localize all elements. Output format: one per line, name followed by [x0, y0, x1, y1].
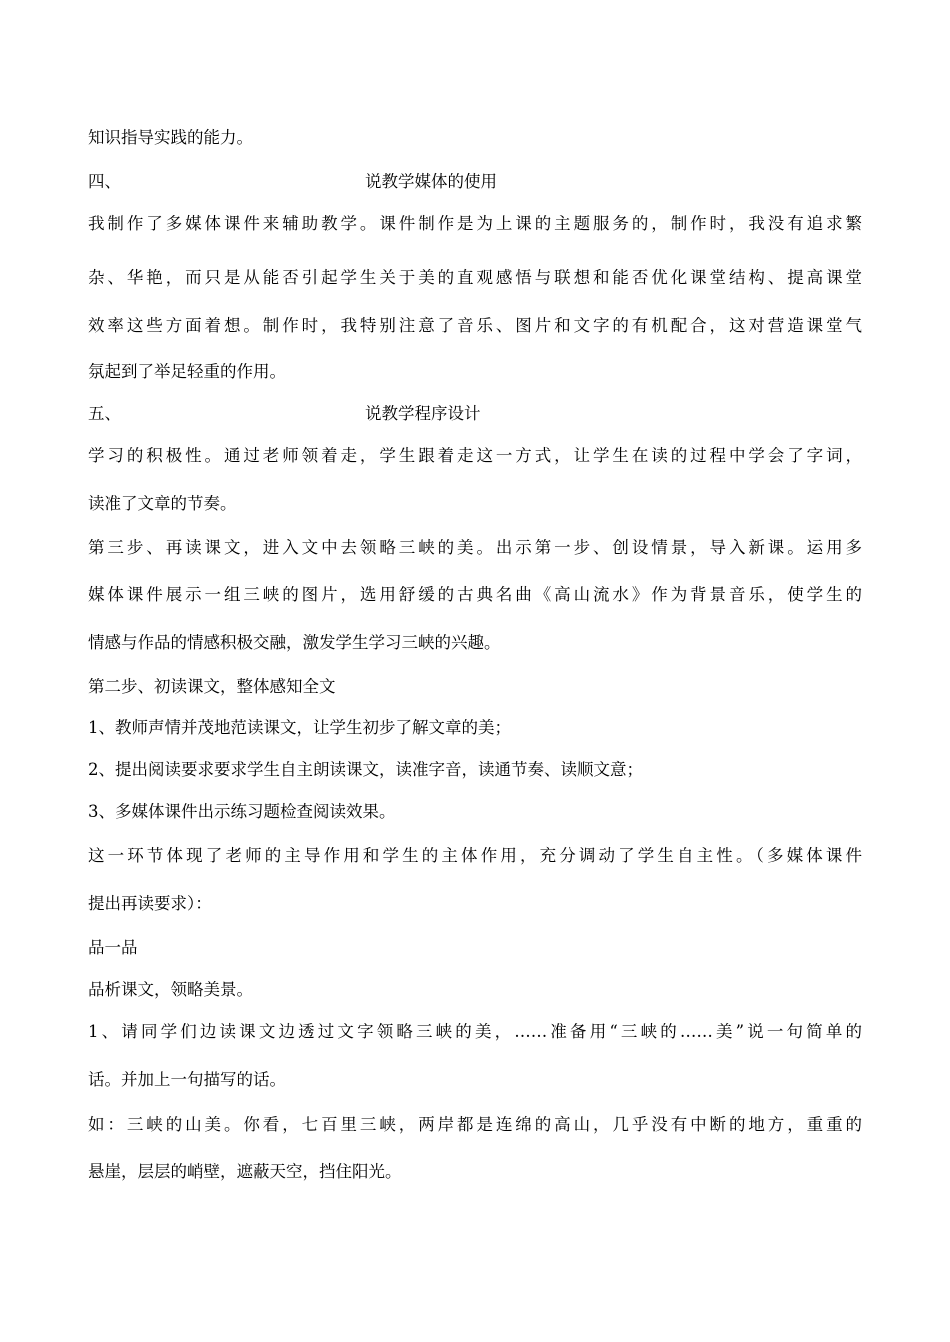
paragraph-line: 这一环节体现了老师的主导作用和学生的主体作用，充分调动了学生自主性。（多媒体课件 — [88, 846, 862, 865]
paragraph-line: 氛起到了举足轻重的作用。 — [88, 362, 286, 381]
section-5-title: 说教学程序设计 — [365, 404, 481, 423]
paragraph-line: 第二步、初读课文，整体感知全文 — [88, 677, 336, 696]
section-5-number: 五、 — [88, 404, 121, 423]
list-item: 2、提出阅读要求要求学生自主朗读课文，读准字音，读通节奏、读顺文意； — [88, 760, 643, 779]
paragraph-line: 学习的积极性。通过老师领着走，学生跟着走这一方式，让学生在读的过程中学会了字词， — [88, 446, 862, 465]
paragraph-line: 如：三峡的山美。你看，七百里三峡，两岸都是连绵的高山，几乎没有中断的地方，重重的 — [88, 1115, 862, 1134]
list-item: 3、多媒体课件出示练习题检查阅读效果。 — [88, 802, 396, 821]
paragraph-line: 我制作了多媒体课件来辅助教学。课件制作是为上课的主题服务的，制作时，我没有追求繁 — [88, 214, 862, 233]
paragraph-line: 悬崖，层层的峭壁，遮蔽天空，挡住阳光。 — [88, 1162, 402, 1181]
paragraph-line: 话。并加上一句描写的话。 — [88, 1070, 286, 1089]
section-4-title: 说教学媒体的使用 — [365, 172, 497, 191]
paragraph-line: 杂、华艳，而只是从能否引起学生关于美的直观感悟与联想和能否优化课堂结构、提高课堂 — [88, 268, 862, 287]
paragraph-line: 第三步、再读课文，进入文中去领略三峡的美。出示第一步、创设情景，导入新课。运用多 — [88, 538, 862, 557]
paragraph-line: 品析课文，领略美景。 — [88, 980, 253, 999]
paragraph-line: 提出再读要求）： — [88, 894, 212, 913]
paragraph-line: 读准了文章的节奏。 — [88, 494, 237, 513]
paragraph-line: 品一品 — [88, 938, 138, 957]
paragraph-line: 情感与作品的情感积极交融，激发学生学习三峡的兴趣。 — [88, 633, 501, 652]
paragraph-line: 知识指导实践的能力。 — [88, 128, 253, 147]
list-item: 1、教师声情并茂地范读课文，让学生初步了解文章的美； — [88, 718, 511, 737]
section-4-number: 四、 — [88, 172, 121, 191]
list-item: 1、请同学们边读课文边透过文字领略三峡的美，……准备用“三峡的……美”说一句简单的 — [88, 1022, 862, 1041]
paragraph-line: 效率这些方面着想。制作时，我特别注意了音乐、图片和文字的有机配合，这对营造课堂气 — [88, 316, 862, 335]
paragraph-line: 媒体课件展示一组三峡的图片，选用舒缓的古典名曲《高山流水》作为背景音乐，使学生的 — [88, 585, 862, 604]
